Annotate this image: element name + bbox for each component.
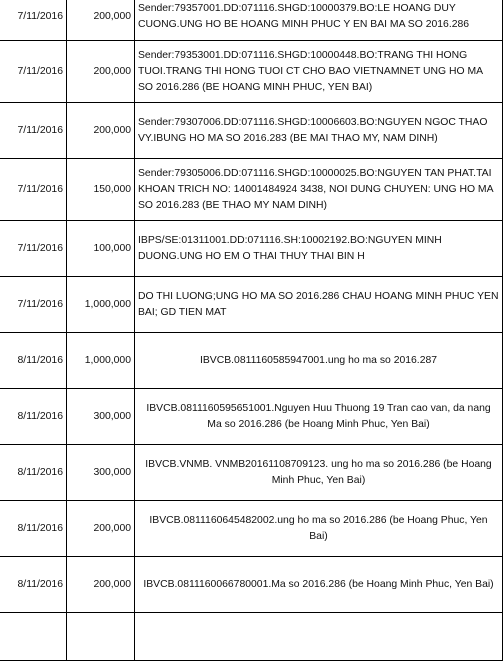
table-row [0, 221, 503, 277]
description-cell [135, 613, 503, 661]
table-row [0, 333, 503, 389]
amount-cell: 100,000 [67, 221, 135, 277]
description-cell: IBVCB.0811160066780001.Ma so 2016.286 (be Hoang Minh Phuc, Yen Bai) [135, 557, 503, 613]
date-cell: 8/11/2016 [0, 557, 67, 613]
amount-cell: 200,000 [67, 41, 135, 103]
date-cell: 7/11/2016 [0, 221, 67, 277]
table-row [0, 613, 503, 661]
amount-cell: 200,000 [67, 103, 135, 159]
description-cell: Sender:79307006.DD:071116.SHGD:10006603.BO:NGUYEN NGOC THAO VY.IBUNG HO MA SO 2016.283 (BE MAI THAO MY, NAM DINH) [135, 103, 503, 159]
amount-cell: 300,000 [67, 445, 135, 501]
table-row [0, 389, 503, 445]
date-cell: 7/11/2016 [0, 277, 67, 333]
amount-cell: 200,000 [67, 0, 135, 41]
date-cell: 8/11/2016 [0, 389, 67, 445]
table-row [0, 159, 503, 221]
date-cell: 8/11/2016 [0, 445, 67, 501]
description-cell: Sender:79357001.DD:071116.SHGD:10000379.BO:LE HOANG DUY CUONG.UNG HO BE HOANG MINH PHUC Y EN BAI MA SO 2016.286 [135, 0, 503, 41]
table-row [0, 501, 503, 557]
date-cell: 7/11/2016 [0, 41, 67, 103]
date-cell: 7/11/2016 [0, 103, 67, 159]
table-row [0, 445, 503, 501]
table-row [0, 0, 503, 41]
amount-cell: 200,000 [67, 501, 135, 557]
amount-cell: 300,000 [67, 389, 135, 445]
date-cell: 8/11/2016 [0, 333, 67, 389]
amount-cell: 150,000 [67, 159, 135, 221]
amount-cell: 200,000 [67, 557, 135, 613]
table-row [0, 41, 503, 103]
date-cell: 8/11/2016 [0, 501, 67, 557]
description-cell: IBVCB.0811160595651001.Nguyen Huu Thuong 19 Tran cao van, da nang Ma so 2016.286 (be Hoang Minh Phuc, Yen Bai) [135, 389, 503, 445]
description-cell: IBVCB.VNMB. VNMB20161108709123. ung ho ma so 2016.286 (be Hoang Minh Phuc, Yen Bai) [135, 445, 503, 501]
description-cell: IBVCB.0811160585947001.ung ho ma so 2016.287 [135, 333, 503, 389]
table-row [0, 557, 503, 613]
date-cell: 7/11/2016 [0, 0, 67, 41]
table-row [0, 103, 503, 159]
amount-cell: 1,000,000 [67, 333, 135, 389]
amount-cell [67, 613, 135, 661]
amount-cell: 1,000,000 [67, 277, 135, 333]
description-cell: Sender:79353001.DD:071116.SHGD:10000448.BO:TRANG THI HONG TUOI.TRANG THI HONG TUOI CT CHO BAO VIETNAMNET UNG HO MA SO 2016.286 (BE HOANG MINH PHUC, YEN BAI) [135, 41, 503, 103]
description-cell: DO THI LUONG;UNG HO MA SO 2016.286 CHAU HOANG MINH PHUC YEN BAI; GD TIEN MAT [135, 277, 503, 333]
description-cell: IBVCB.0811160645482002.ung ho ma so 2016.286 (be Hoang Phuc, Yen Bai) [135, 501, 503, 557]
table-row [0, 277, 503, 333]
date-cell [0, 613, 67, 661]
description-cell: Sender:79305006.DD:071116.SHGD:10000025.BO:NGUYEN TAN PHAT.TAI KHOAN TRICH NO: 14001484924 3438, NOI DUNG CHUYEN: UNG HO MA SO 2016.283 (BE THAO MY NAM DINH) [135, 159, 503, 221]
description-cell: IBPS/SE:01311001.DD:071116.SH:10002192.BO:NGUYEN MINH DUONG.UNG HO EM O THAI THUY THAI BIN H [135, 221, 503, 277]
date-cell: 7/11/2016 [0, 159, 67, 221]
